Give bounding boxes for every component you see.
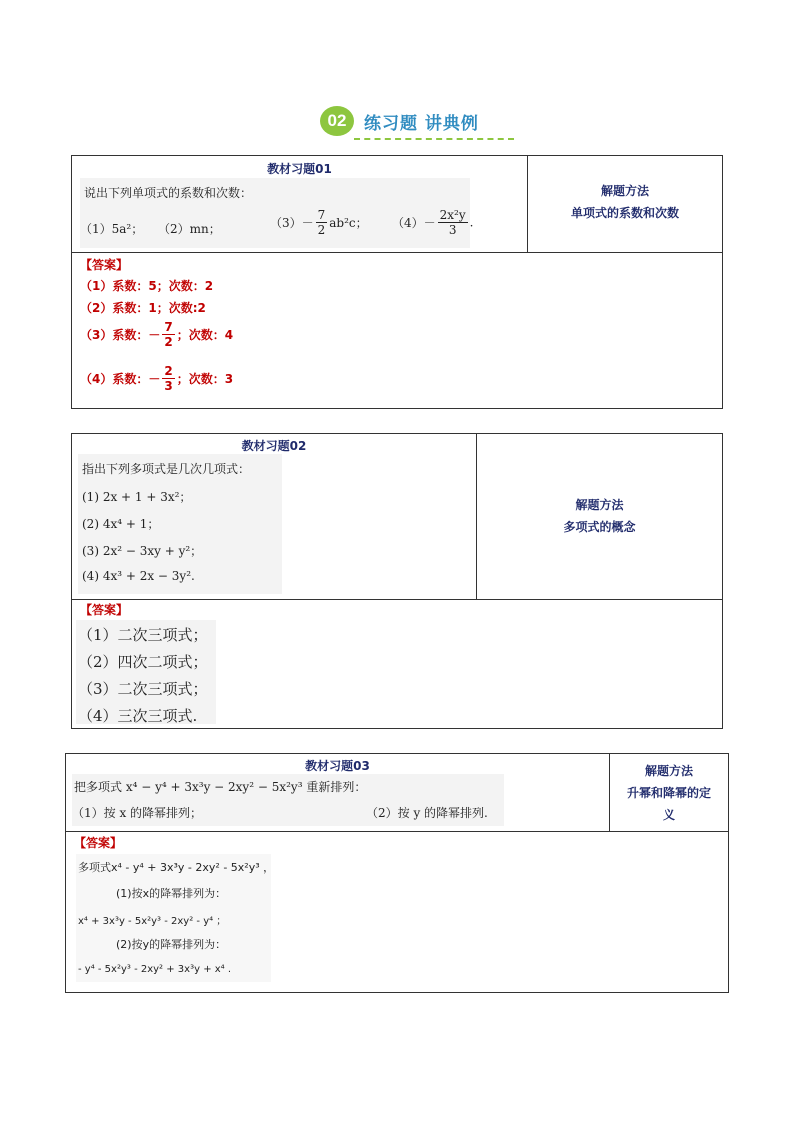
answer-4: （4）三次三项式. — [78, 707, 198, 725]
exercise-body — [80, 178, 474, 248]
exercise-2-table — [71, 433, 723, 729]
exercise-title: 教材习题03 — [305, 759, 370, 773]
fraction-denominator: 3 — [448, 223, 457, 237]
method-label: 解题方法 — [644, 764, 693, 778]
item-4: （4）－ $\frac{\text{2x²y}}{3}$ . — [392, 208, 474, 237]
part-2: （2）按 y 的降幂排列. — [366, 806, 488, 820]
answer-3-suffix: ；次数：4 — [176, 328, 234, 342]
answer-2: （2）系数：1；次数:2 — [80, 301, 206, 315]
exercise-body — [78, 454, 282, 594]
item-3 — [270, 208, 368, 237]
exercise-title: 教材习题01 — [267, 162, 332, 176]
exercise-3-table — [65, 753, 729, 993]
divider — [66, 831, 728, 832]
exercise-body — [72, 774, 504, 826]
fraction — [162, 364, 174, 393]
fraction-denominator: 2 — [317, 223, 326, 237]
answer-4 — [80, 364, 233, 393]
answer-3-prefix: （3）系数：－ — [80, 328, 161, 342]
item-3-prefix: （3）－ — [270, 216, 314, 230]
exercise-title: 教材习题02 — [241, 439, 307, 453]
item-1: (1) 2x + 1 + 3x²； — [82, 490, 192, 504]
fraction — [162, 320, 174, 349]
method-text: 单项式的系数和次数 — [570, 206, 679, 220]
section-badge: 02 — [320, 106, 354, 136]
exercise-prompt: 指出下列多项式是几次几项式： — [82, 462, 251, 476]
fraction-denominator: 2 — [164, 335, 173, 349]
answer-3: （3）二次三项式； — [78, 680, 208, 698]
fraction-numerator: 7 — [164, 320, 173, 334]
fraction-numerator: 2x²y — [439, 208, 466, 222]
answer-label: 【答案】 — [80, 258, 129, 272]
answer-2: （2）四次二项式； — [78, 653, 208, 671]
part-1: （1）按 x 的降幂排列； — [72, 806, 203, 820]
fraction-numerator: 7 — [317, 208, 326, 222]
method-cell — [528, 180, 722, 224]
item-2: (2) 4x⁴ + 1； — [82, 517, 160, 531]
answer-1: （1）系数：5；次数：2 — [80, 279, 214, 293]
item-4-prefix: （4）－ — [392, 216, 436, 230]
method-text: 升幂和降幂的定义 — [626, 786, 711, 822]
item-4: (4) 4x³ + 2x − 3y². — [82, 569, 195, 583]
answer-line-5: - y⁴ - 5x²y³ - 2xy² + 3x³y + x⁴ . — [78, 964, 232, 975]
exercise-1-table — [71, 155, 723, 409]
divider — [72, 599, 722, 600]
answer-label: 【答案】 — [80, 603, 129, 617]
answer-line-1: 多项式x⁴ - y⁴ + 3x³y - 2xy² - 5x²y³ ， — [78, 861, 275, 874]
divider — [72, 252, 722, 253]
answer-line-4: (2)按y的降幂排列为： — [116, 938, 227, 951]
exercise-prompt: 把多项式 x⁴ − y⁴ + 3x³y − 2xy² − 5x²y³ 重新排列： — [74, 780, 367, 794]
item-1: （1）5a²； — [80, 222, 144, 236]
answer-line-2: (1)按x的降幂排列为： — [116, 887, 227, 900]
method-label: 解题方法 — [600, 184, 649, 198]
fraction-numerator: 2 — [164, 364, 173, 378]
method-text: 多项式的概念 — [563, 520, 636, 534]
section-title: 练习题 讲典例 — [364, 114, 479, 134]
answer-3 — [80, 320, 233, 349]
fraction — [438, 208, 468, 237]
section-underline — [354, 138, 514, 140]
item-3-suffix: ab²c； — [329, 216, 368, 230]
item-2: （2）mn； — [158, 222, 221, 236]
answer-1: （1）二次三项式； — [78, 626, 208, 644]
answer-line-3: x⁴ + 3x³y - 5x²y³ - 2xy² - y⁴ ； — [78, 916, 227, 927]
answer-4-prefix: （4）系数：－ — [80, 372, 161, 386]
method-cell — [477, 494, 722, 538]
answer-label: 【答案】 — [74, 836, 123, 850]
method-label: 解题方法 — [575, 498, 624, 512]
answer-4-suffix: ；次数：3 — [176, 372, 234, 386]
fraction — [316, 208, 328, 237]
item-3: (3) 2x² − 3xy + y²； — [82, 544, 203, 558]
exercise-prompt: 说出下列单项式的系数和次数： — [84, 186, 253, 200]
fraction-denominator: 3 — [164, 379, 173, 393]
method-cell — [610, 760, 728, 826]
